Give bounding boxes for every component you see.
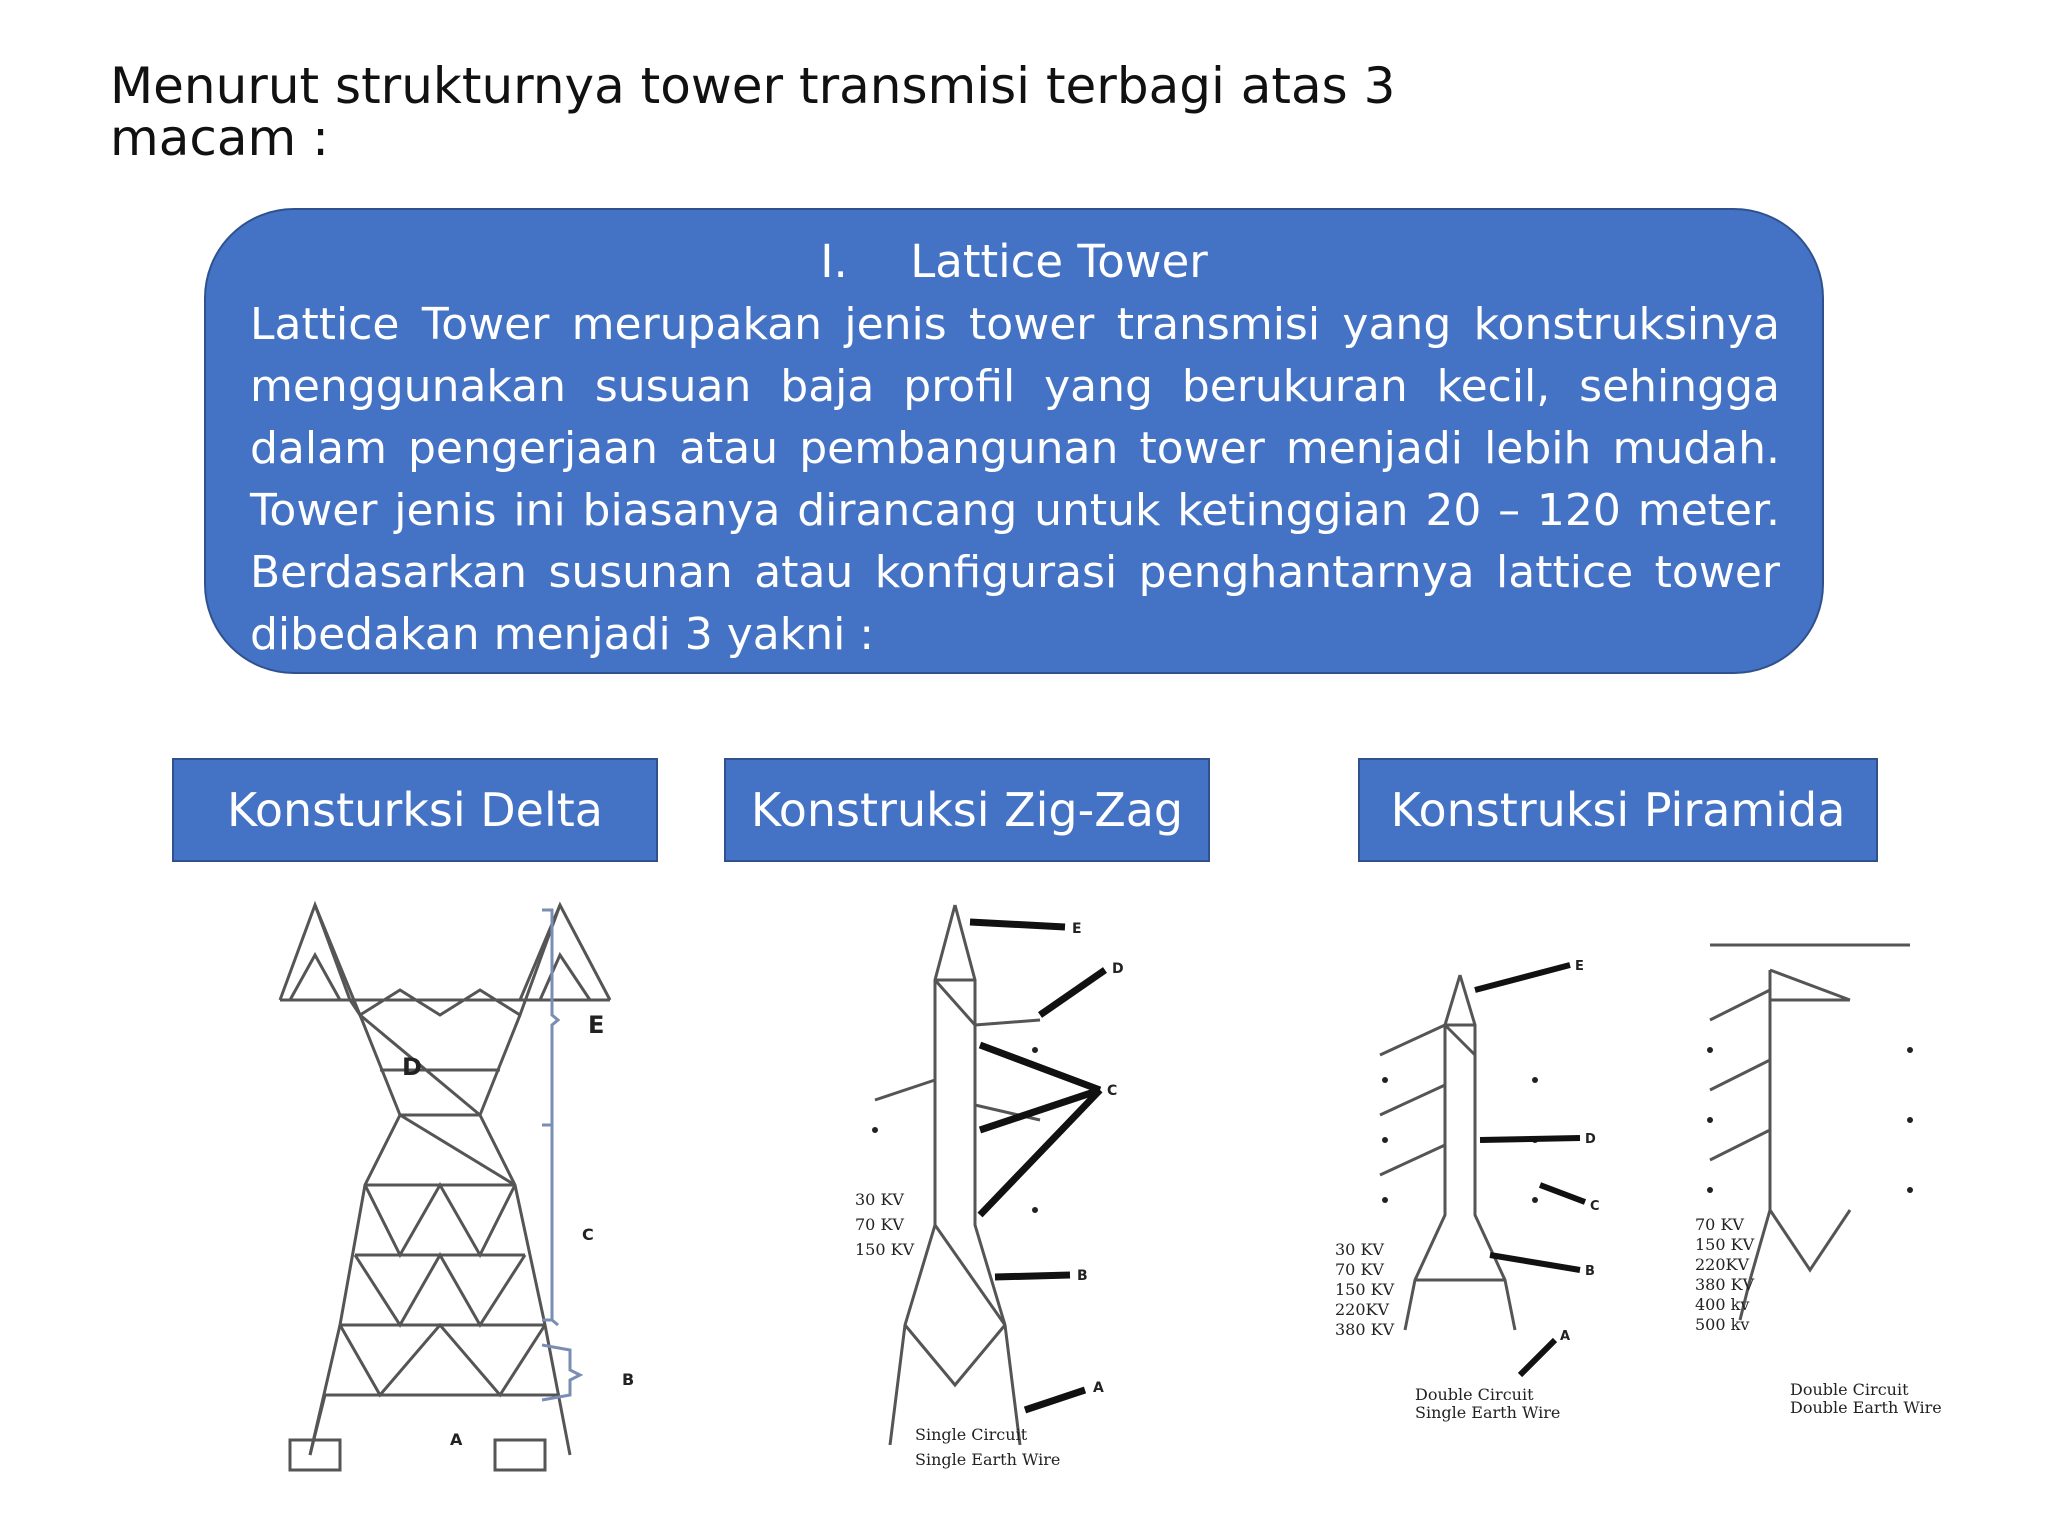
delta-label-b: B (622, 1370, 635, 1389)
pyramid-voltage: 220KV (1335, 1300, 1390, 1319)
pyramid2-voltage: 70 KV (1695, 1215, 1744, 1234)
delta-label-c: C (582, 1225, 594, 1244)
pyramid-label-e: E (1575, 959, 1584, 974)
zigzag-voltage: 70 KV (855, 1215, 904, 1234)
zigzag-tower-diagram (850, 905, 1150, 1485)
section-heading (206, 236, 1822, 288)
pyramid-voltage: 380 KV (1335, 1320, 1395, 1339)
zigzag-voltage: 150 KV (855, 1240, 915, 1259)
pyramid-single-earth-diagram (1335, 950, 1635, 1430)
pyramid-voltage: 70 KV (1335, 1260, 1384, 1279)
zigzag-label-e: E (1072, 921, 1082, 937)
pyramid-caption-line1: Double Circuit (1415, 1385, 1534, 1404)
delta-construction-label: Konsturksi Delta (172, 758, 658, 862)
pyramid2-voltage: 380 KV (1695, 1275, 1755, 1294)
pyramid2-voltage: 400 kv (1695, 1295, 1750, 1314)
pyramid-construction-label: Konstruksi Piramida (1358, 758, 1878, 862)
pyramid-label-c: C (1590, 1199, 1600, 1214)
zigzag-caption-line1: Single Circuit (915, 1425, 1028, 1444)
pyramid2-voltage: 220KV (1695, 1255, 1750, 1274)
section-title: Lattice Tower (910, 235, 1208, 288)
pyramid-label-d: D (1585, 1132, 1596, 1147)
zigzag-label-d: D (1112, 961, 1124, 977)
zigzag-voltage: 30 KV (855, 1190, 904, 1209)
zigzag-construction-label: Konstruksi Zig-Zag (724, 758, 1210, 862)
pyramid2-voltage: 150 KV (1695, 1235, 1755, 1254)
delta-tower-diagram (270, 895, 670, 1495)
delta-label-d: D (402, 1053, 422, 1081)
pyramid-label-a: A (1560, 1329, 1571, 1344)
delta-label-a: A (450, 1430, 463, 1449)
pyramid2-caption-line1: Double Circuit (1790, 1380, 1909, 1399)
lattice-tower-callout (204, 208, 1824, 674)
pyramid2-voltage: 500 kv (1695, 1315, 1750, 1334)
zigzag-label-c: C (1107, 1083, 1118, 1099)
zigzag-caption-line2: Single Earth Wire (915, 1450, 1061, 1469)
pyramid-voltage: 150 KV (1335, 1280, 1395, 1299)
pyramid-voltage: 30 KV (1335, 1240, 1384, 1259)
page-title: Menurut strukturnya tower transmisi terbagi atas 3 macam : (110, 57, 1396, 167)
section-number: I. (820, 235, 848, 288)
section-body: Lattice Tower merupakan jenis tower transmisi yang konstruksinya menggunakan susuan baja profil yang berukuran kecil, sehingga dalam pengerjaan atau pembangunan tower menjadi lebih mudah. Tower jenis ini biasanya dirancang untuk ketinggian 20 – 120 meter. Berdasarkan susunan atau konfigurasi penghantarnya lattice tower dibedakan menjadi 3 yakni : (250, 299, 1780, 660)
pyramid2-caption-line2: Double Earth Wire (1790, 1398, 1942, 1417)
pyramid-label-b: B (1585, 1264, 1595, 1279)
delta-label-e: E (588, 1011, 605, 1039)
pyramid-caption-line2: Single Earth Wire (1415, 1403, 1561, 1422)
pyramid-double-earth-diagram (1695, 940, 1942, 1420)
zigzag-label-b: B (1077, 1268, 1088, 1284)
zigzag-label-a: A (1093, 1380, 1104, 1396)
